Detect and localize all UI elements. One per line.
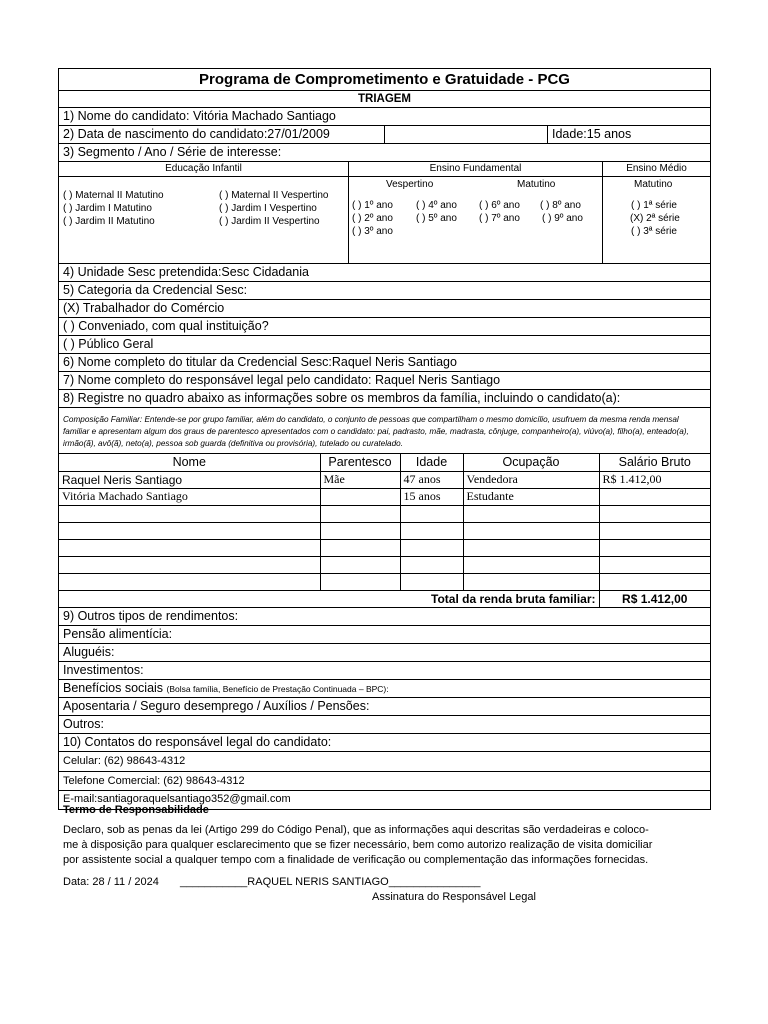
option-maternal-matutino[interactable]: ( ) Maternal II Matutino	[63, 190, 164, 201]
data-field: Data: 28 / 11 / 2024	[63, 876, 159, 888]
beneficios-note: (Bolsa família, Benefício de Prestação Continuada – BPC):	[166, 684, 389, 694]
pensao-field: Pensão alimentícia:	[59, 626, 710, 644]
cell-parentesco: Mãe	[320, 471, 400, 488]
cell-ocupacao	[463, 539, 599, 556]
medio-matutino-header: Matutino	[634, 179, 673, 190]
cell-parentesco	[320, 488, 400, 505]
cell-salario	[599, 522, 710, 539]
option-jardim1-matutino[interactable]: ( ) Jardim I Matutino	[63, 203, 152, 214]
cell-nome: Raquel Neris Santiago	[59, 471, 320, 488]
option-2-serie[interactable]: (X) 2ª série	[630, 213, 680, 224]
cell-idade	[400, 573, 463, 590]
assinatura-line: ___________RAQUEL NERIS SANTIAGO_______________	[180, 876, 481, 888]
header-ocupacao: Ocupação	[463, 454, 599, 471]
outros-field: Outros:	[59, 716, 710, 734]
cell-salario	[599, 539, 710, 556]
unidade-field: 4) Unidade Sesc pretendida:Sesc Cidadania	[59, 264, 710, 282]
fundamental-column	[349, 162, 603, 263]
birth-date-field: 2) Data de nascimento do candidato:27/01/2009	[59, 126, 385, 143]
contatos-question: 10) Contatos do responsável legal do candidato:	[59, 734, 710, 752]
aposentadoria-field: Aposentaria / Seguro desemprego / Auxílios / Pensões:	[59, 698, 710, 716]
option-3-ano[interactable]: ( ) 3º ano	[352, 226, 393, 237]
assinatura-label: Assinatura do Responsável Legal	[372, 891, 536, 903]
cell-nome	[59, 505, 320, 522]
categoria-question: 5) Categoria da Credencial Sesc:	[59, 282, 710, 300]
cell-parentesco	[320, 573, 400, 590]
infantil-header: Educação Infantil	[59, 162, 348, 177]
segment-grid	[59, 162, 710, 264]
cell-idade	[400, 556, 463, 573]
medio-header: Ensino Médio	[603, 162, 710, 177]
cell-salario	[599, 573, 710, 590]
option-1-serie[interactable]: ( ) 1ª série	[631, 200, 677, 211]
table-row	[59, 471, 710, 488]
table-row	[59, 522, 710, 539]
alugueis-field: Aluguéis:	[59, 644, 710, 662]
medio-column	[603, 162, 710, 263]
pcg-form	[58, 68, 711, 810]
table-row	[59, 556, 710, 573]
vespertino-header: Vespertino	[386, 179, 434, 190]
option-jardim1-vespertino[interactable]: ( ) Jardim I Vespertino	[219, 203, 317, 214]
fundamental-header: Ensino Fundamental	[349, 162, 602, 177]
celular-field: Celular: (62) 98643-4312	[59, 752, 710, 772]
header-salario: Salário Bruto	[599, 454, 710, 471]
age-field: Idade:15 anos	[552, 127, 632, 141]
cell-salario: R$ 1.412,00	[599, 471, 710, 488]
option-6-ano[interactable]: ( ) 6º ano	[479, 200, 520, 211]
cell-idade	[400, 505, 463, 522]
cell-idade: 47 anos	[400, 471, 463, 488]
option-publico-geral[interactable]: ( ) Público Geral	[59, 336, 710, 354]
termo-title: Termo de Responsabilidade	[63, 804, 209, 816]
cell-nome	[59, 539, 320, 556]
total-label: Total da renda bruta familiar:	[59, 590, 599, 607]
segment-question: 3) Segmento / Ano / Série de interesse:	[59, 144, 710, 162]
option-7-ano[interactable]: ( ) 7º ano	[479, 213, 520, 224]
beneficios-field	[59, 680, 710, 698]
option-conveniado[interactable]: ( ) Conveniado, com qual instituição?	[59, 318, 710, 336]
option-1-ano[interactable]: ( ) 1º ano	[352, 200, 393, 211]
option-3-serie[interactable]: ( ) 3ª série	[631, 226, 677, 237]
option-4-ano[interactable]: ( ) 4º ano	[416, 200, 457, 211]
cell-parentesco	[320, 505, 400, 522]
email-field: E-mail:santiagoraquelsantiago352@gmail.com	[63, 793, 291, 805]
birth-blank-cell	[385, 126, 548, 143]
cell-parentesco	[320, 522, 400, 539]
candidate-name-field: 1) Nome do candidato: Vitória Machado Santiago	[59, 108, 710, 126]
option-jardim2-vespertino[interactable]: ( ) Jardim II Vespertino	[219, 216, 320, 227]
termo-text	[63, 823, 652, 868]
familia-question: 8) Registre no quadro abaixo as informações sobre os membros da família, incluindo o candidato(a):	[59, 390, 710, 408]
infantil-column	[59, 162, 349, 263]
termo-line-1: Declaro, sob as penas da lei (Artigo 299 do Código Penal), que as informações aqui descritas são verdadeiras e coloco-	[63, 824, 649, 836]
option-trabalhador[interactable]: (X) Trabalhador do Comércio	[59, 300, 710, 318]
cell-idade	[400, 539, 463, 556]
termo-line-2: me à disposição para qualquer esclarecimento que se fizer necessário, bem como autorizo realização de visita domiciliar	[63, 839, 653, 851]
form-title: Programa de Comprometimento e Gratuidade - PCG	[59, 69, 710, 91]
total-row	[59, 590, 710, 607]
cell-parentesco	[320, 556, 400, 573]
cell-ocupacao: Estudante	[463, 488, 599, 505]
birth-row	[59, 126, 710, 144]
option-5-ano[interactable]: ( ) 5º ano	[416, 213, 457, 224]
cell-idade	[400, 522, 463, 539]
cell-salario	[599, 488, 710, 505]
telefone-comercial-field: Telefone Comercial: (62) 98643-4312	[59, 772, 710, 791]
termo-line-3: por assistente social a qualquer tempo com a finalidade de verificação ou complementação das informações fornecidas.	[63, 854, 649, 866]
table-row	[59, 573, 710, 590]
option-8-ano[interactable]: ( ) 8º ano	[540, 200, 581, 211]
cell-ocupacao	[463, 573, 599, 590]
titular-field: 6) Nome completo do titular da Credencial Sesc:Raquel Neris Santiago	[59, 354, 710, 372]
cell-idade: 15 anos	[400, 488, 463, 505]
matutino-header: Matutino	[517, 179, 556, 190]
cell-ocupacao: Vendedora	[463, 471, 599, 488]
table-row	[59, 488, 710, 505]
cell-salario	[599, 556, 710, 573]
table-header-row	[59, 454, 710, 471]
header-parentesco: Parentesco	[320, 454, 400, 471]
cell-ocupacao	[463, 522, 599, 539]
beneficios-label: Benefícios sociais	[63, 681, 164, 695]
option-jardim2-matutino[interactable]: ( ) Jardim II Matutino	[63, 216, 155, 227]
family-table-wrap	[59, 454, 710, 608]
option-9-ano[interactable]: ( ) 9º ano	[542, 213, 583, 224]
total-value: R$ 1.412,00	[599, 590, 710, 607]
table-row	[59, 505, 710, 522]
cell-salario	[599, 505, 710, 522]
table-row	[59, 539, 710, 556]
cell-nome	[59, 522, 320, 539]
cell-ocupacao	[463, 556, 599, 573]
composicao-note: Composição Familiar: Entende-se por grupo familiar, além do candidato, o conjunto de pessoas que compartilham o mesmo domicílio, usufruem da mesma renda mensal familiar e apresentam algum dos graus de parentesco apresentados com o candidato: pai, padrasto, mãe, madrasta, cônjuge, companheiro(a), viúvo(a), filho(a), enteado(a), irmão(ã), avô(ã), neto(a), pessoa sob guarda (definitiva ou provisória), tutelado ou curatelado.	[59, 408, 710, 454]
header-nome: Nome	[59, 454, 320, 471]
header-idade: Idade	[400, 454, 463, 471]
form-subtitle: TRIAGEM	[59, 91, 710, 108]
cell-nome	[59, 573, 320, 590]
cell-nome: Vitória Machado Santiago	[59, 488, 320, 505]
option-maternal-vespertino[interactable]: ( ) Maternal II Vespertino	[219, 190, 329, 201]
cell-nome	[59, 556, 320, 573]
outros-rendimentos-question: 9) Outros tipos de rendimentos:	[59, 608, 710, 626]
investimentos-field: Investimentos:	[59, 662, 710, 680]
cell-parentesco	[320, 539, 400, 556]
option-2-ano[interactable]: ( ) 2º ano	[352, 213, 393, 224]
responsavel-field: 7) Nome completo do responsável legal pelo candidato: Raquel Neris Santiago	[59, 372, 710, 390]
cell-ocupacao	[463, 505, 599, 522]
family-table	[59, 454, 710, 607]
